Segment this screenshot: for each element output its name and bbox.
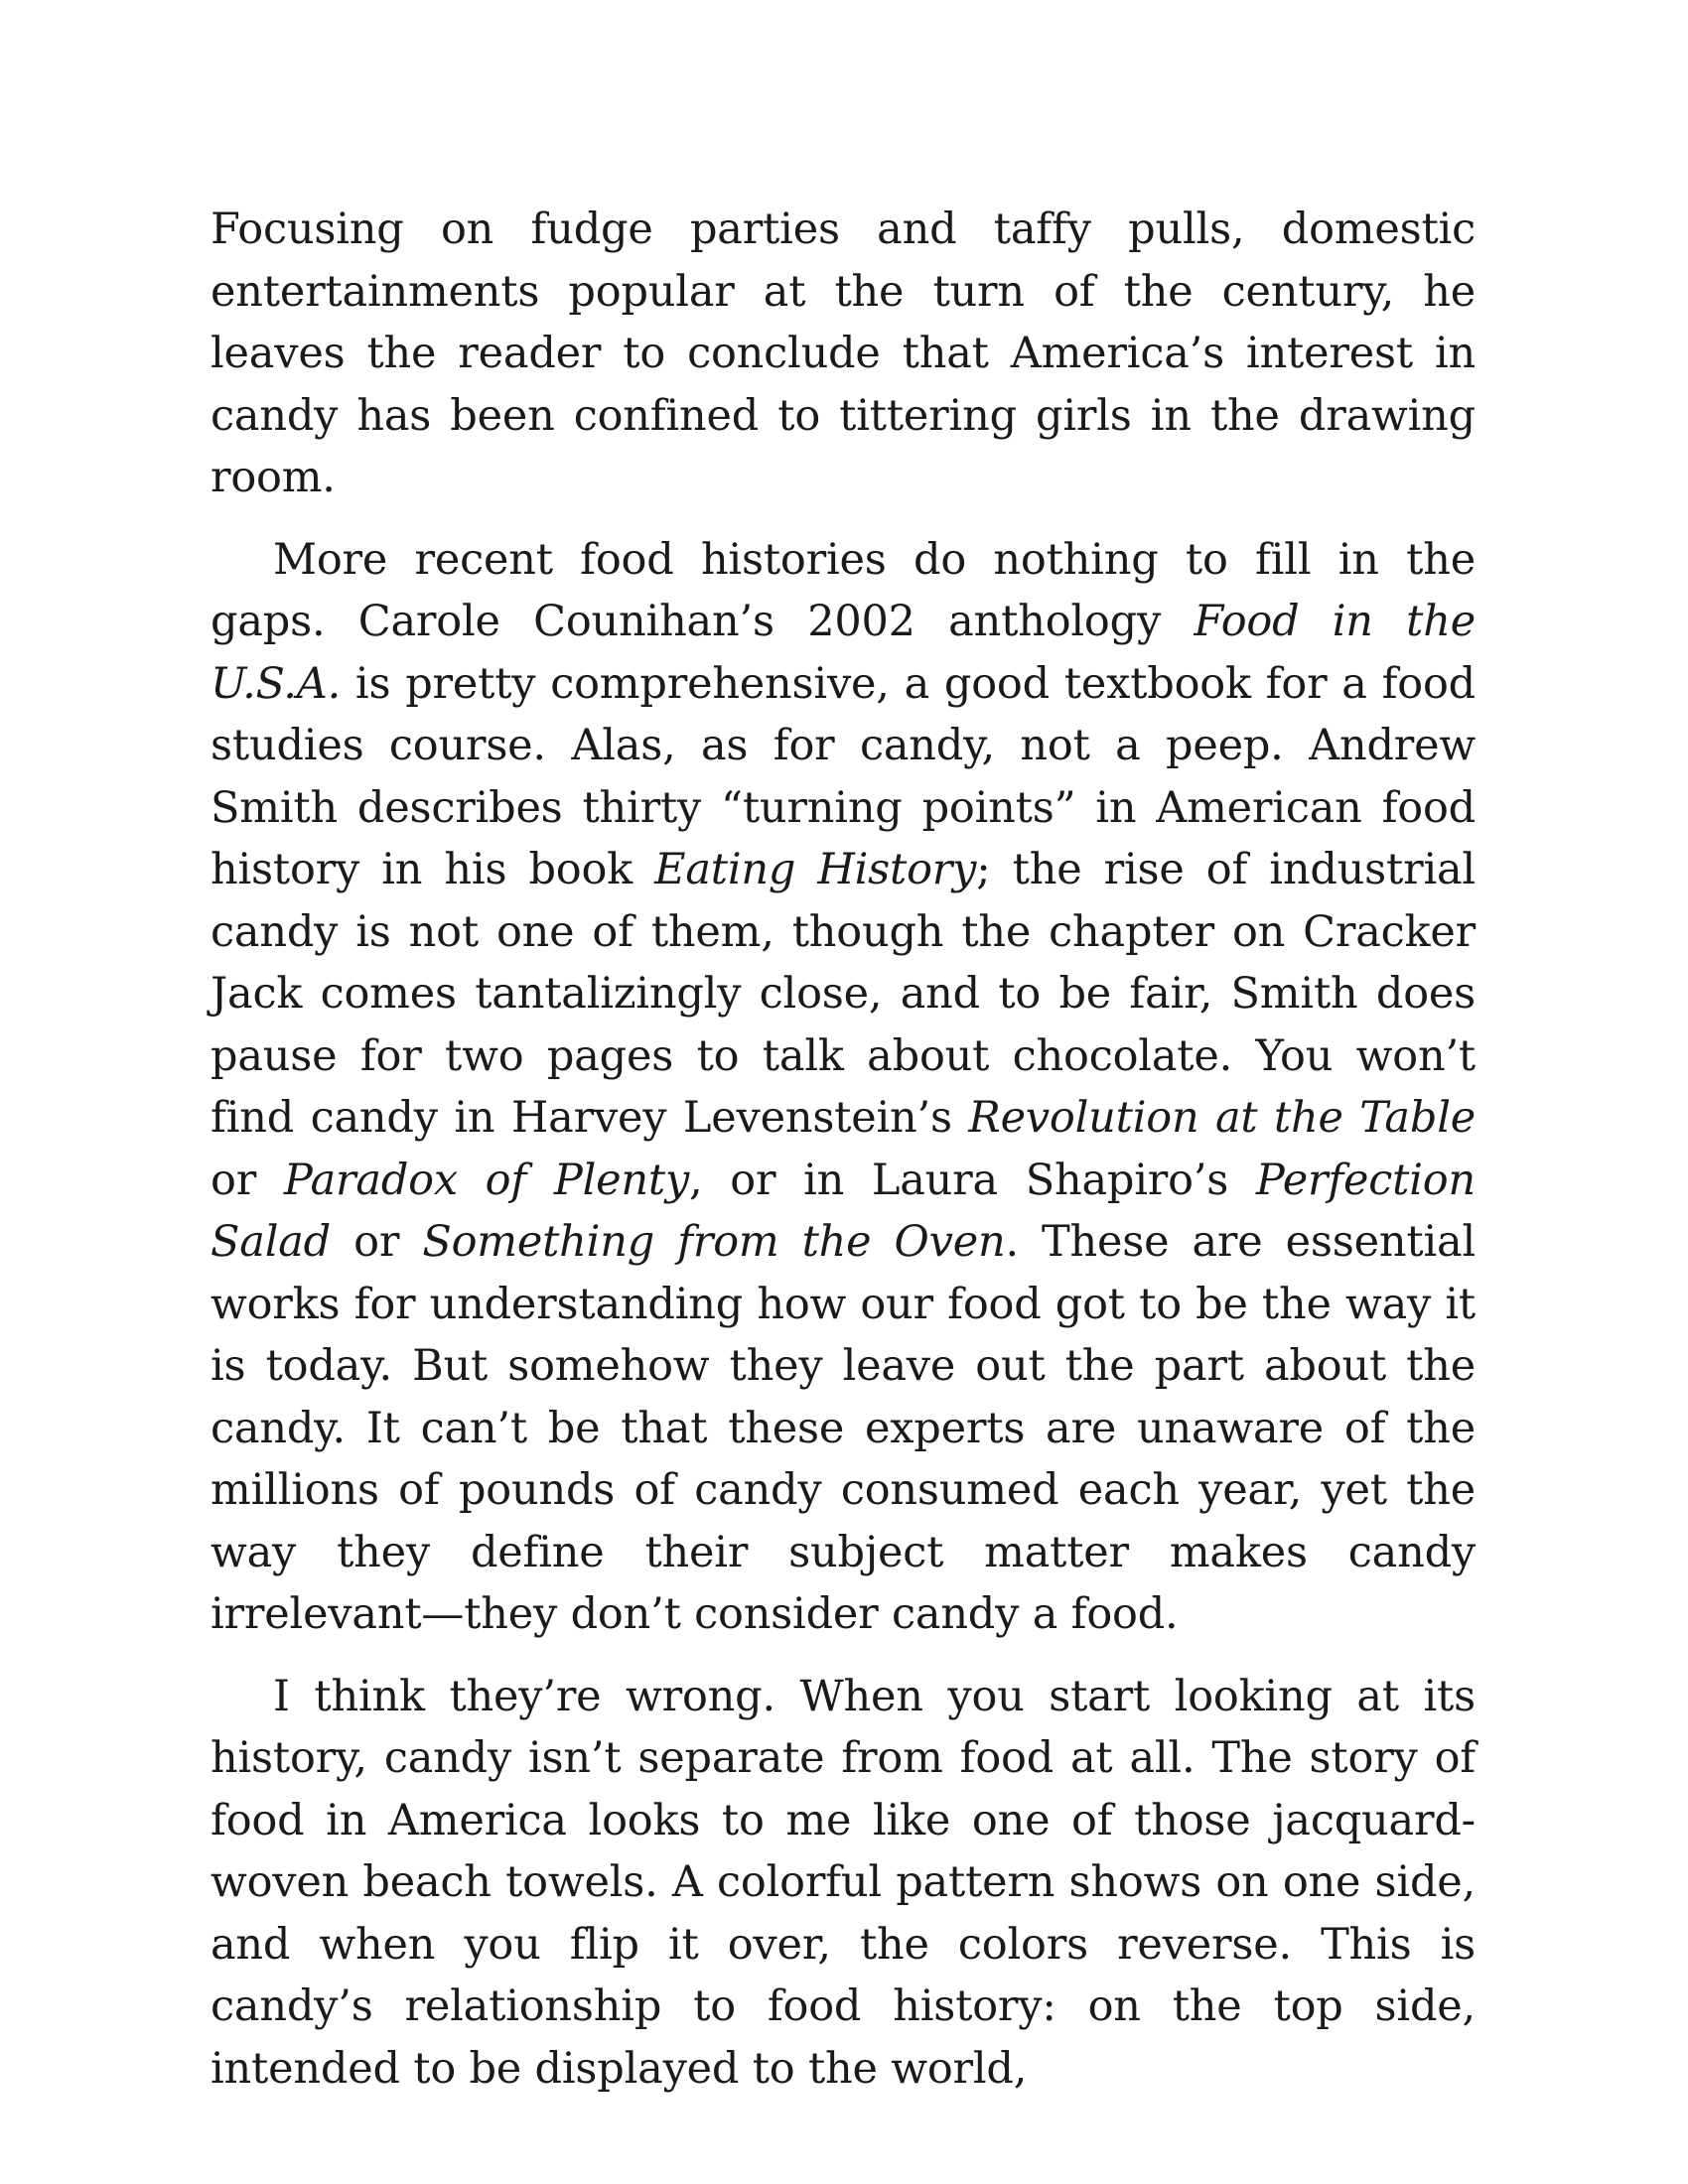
text-run: More recent food histories do nothing to fill in the gaps. Carole Counihan’s 2002 anthology xyxy=(211,534,1476,646)
text-run: is pretty comprehensive, a good textbook for a food studies course. Alas, as for candy, not a peep. Andrew Smith describes thirty “turning points” in American food history in his book xyxy=(211,658,1476,894)
book-title-eating-history: Eating History xyxy=(654,845,977,894)
text-run: or xyxy=(331,1217,423,1267)
text-run: I think they’re wrong. When you start looking at its history, candy isn’t separate from food at all. The story of food in America looks to me like one of those jacquard-woven beach towels. A colorful pattern shows on one side, and when you flip it over, the colors reverse. This is candy’s relationship to food history: on the top side, intended to be displayed to the world, xyxy=(211,1671,1476,2094)
text-run: Focusing on fudge parties and taffy pulls, domestic entertainments popular at the turn of the century, he leaves the reader to conclude that America’s interest in candy has been confined to tittering girls in the drawing room. xyxy=(211,205,1476,502)
text-run: . These are essential works for understanding how our food got to be the way it is today. But somehow they leave out the part about the candy. It can’t be that these experts are unaware of the millions of pounds of candy consumed each year, yet the way they define their subject matter makes candy irrelevant—they don’t consider candy a food. xyxy=(211,1217,1476,1639)
book-title-food-in-the-usa: Food in the U.S.A. xyxy=(211,597,1476,709)
book-title-paradox-of-plenty: Paradox of Plenty xyxy=(283,1155,690,1205)
book-title-something-from-the-oven: Something from the Oven xyxy=(422,1217,1006,1267)
paragraph-food-histories xyxy=(211,529,1476,1646)
text-run: ; the rise of industrial candy is not one of them, though the chapter on Cracker Jack comes tantalizingly close, and to be fair, Smith does pause for two pages to talk about chocolate. You won’t find candy in Harvey Levenstein’s xyxy=(211,845,1476,1143)
book-page xyxy=(211,199,1476,2119)
text-run: , or in Laura Shapiro’s xyxy=(689,1155,1256,1205)
paragraph-think-theyre-wrong xyxy=(211,1666,1476,2101)
book-title-revolution-at-the-table: Revolution at the Table xyxy=(968,1093,1476,1143)
book-title-perfection-salad: Perfection Salad xyxy=(211,1155,1476,1267)
paragraph-fudge-parties xyxy=(211,199,1476,509)
text-run: or xyxy=(211,1155,284,1205)
